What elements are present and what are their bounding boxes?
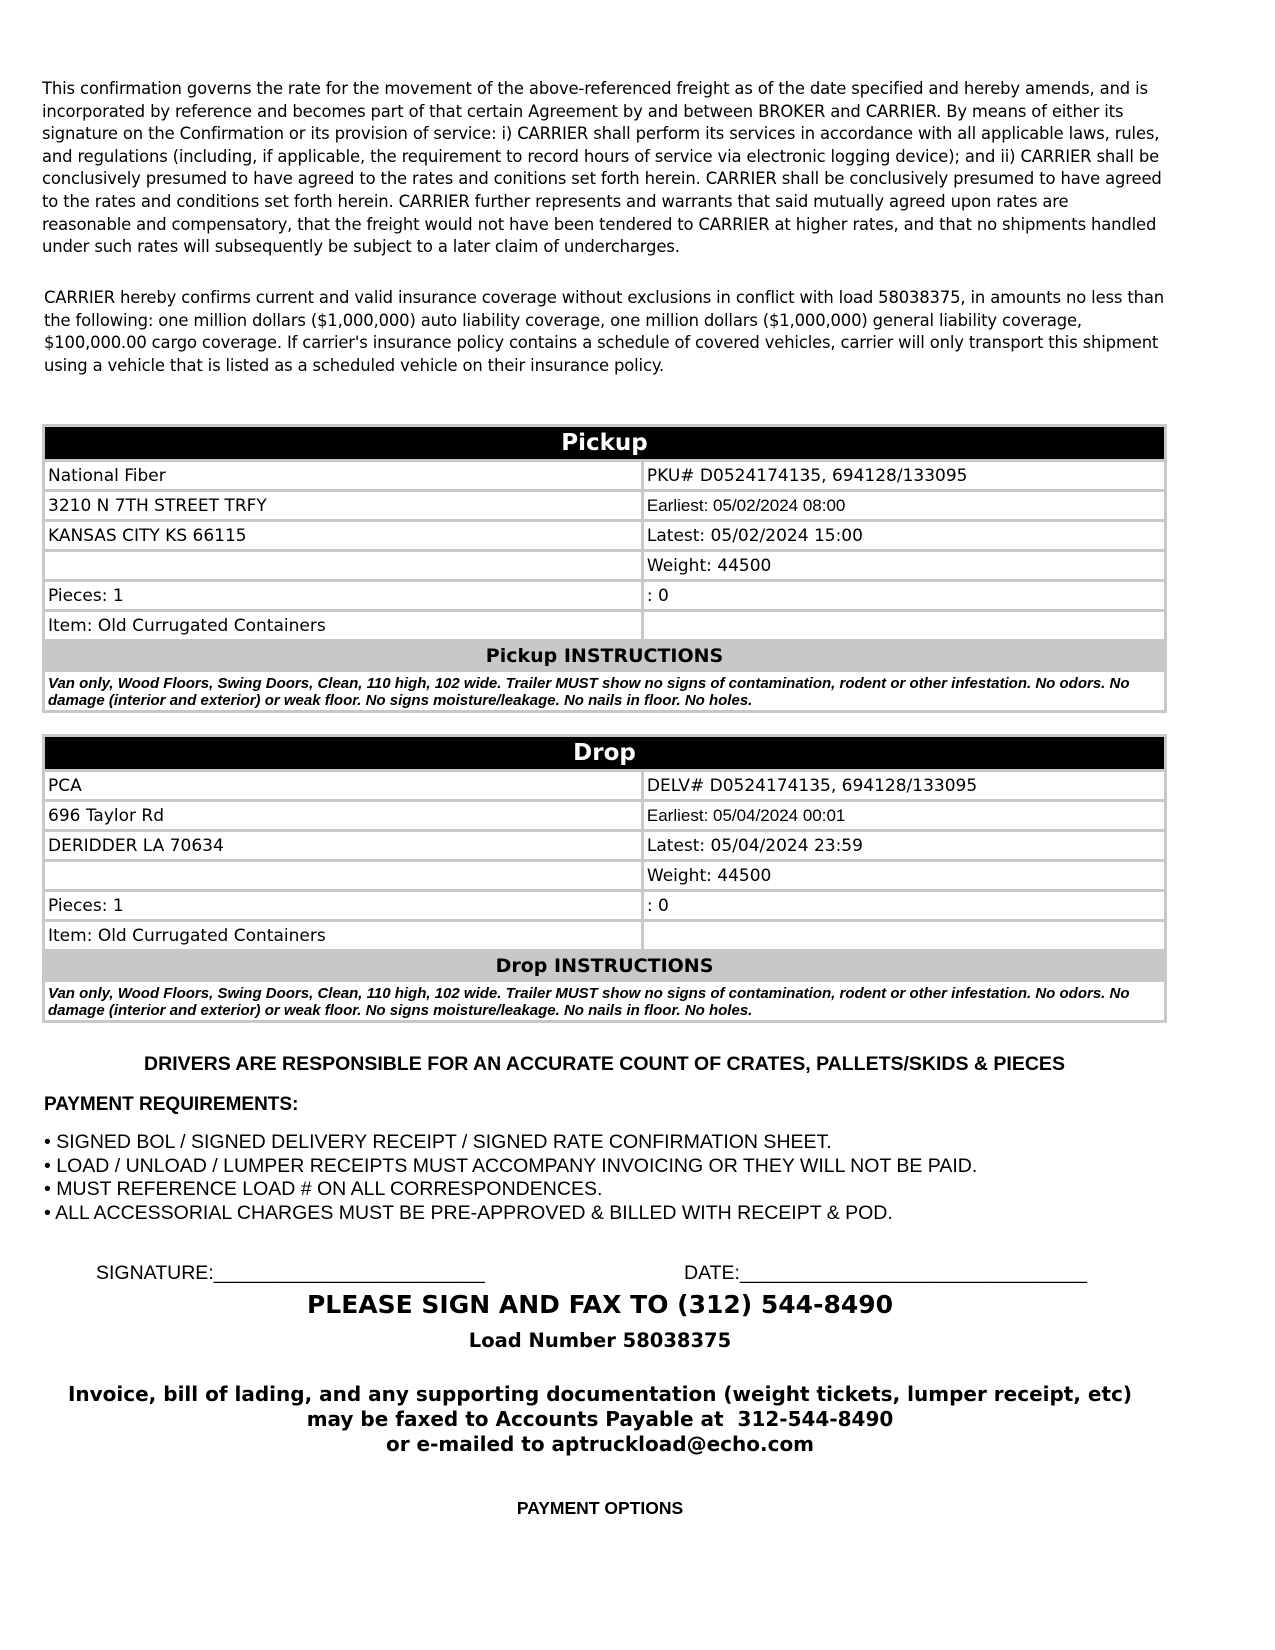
pickup-extra: : 0 bbox=[644, 582, 1164, 609]
pickup-empty-cell-2 bbox=[644, 612, 1164, 639]
drop-pieces: Pieces: 1 bbox=[45, 892, 641, 919]
pickup-ref: PKU# D0524174135, 694128/133095 bbox=[644, 462, 1164, 489]
pickup-table bbox=[42, 424, 1167, 713]
drop-header: Drop bbox=[45, 737, 1164, 769]
drop-item: Item: Old Currugated Containers bbox=[45, 922, 641, 949]
drop-empty-cell-2 bbox=[644, 922, 1164, 949]
invoice-instructions bbox=[0, 1382, 1200, 1457]
pickup-instructions-header: Pickup INSTRUCTIONS bbox=[45, 642, 1164, 669]
fax-notice: PLEASE SIGN AND FAX TO (312) 544-8490 bbox=[306, 1290, 894, 1319]
pickup-header: Pickup bbox=[45, 427, 1164, 459]
insurance-paragraph: CARRIER hereby confirms current and valid insurance coverage without exclusions in conflict with load 58038375, in amounts no less than the following: one million dollars ($1,000,000) auto liability coverage, one million dollars ($1,000,000) general liability coverage, $100,000.00 cargo coverage. If carrier's insurance policy contains a schedule of covered vehicles, carrier will only transport this shipment using a vehicle that is listed as a scheduled vehicle on their insurance policy. bbox=[44, 288, 1165, 375]
drop-extra: : 0 bbox=[644, 892, 1164, 919]
drop-table bbox=[42, 734, 1167, 1023]
drop-ref: DELV# D0524174135, 694128/133095 bbox=[644, 772, 1164, 799]
drop-city: DERIDDER LA 70634 bbox=[45, 832, 641, 859]
pickup-earliest: Earliest: 05/02/2024 08:00 bbox=[644, 492, 1164, 519]
invoice-line-3: or e-mailed to aptruckload@echo.com bbox=[385, 1432, 815, 1456]
pickup-name: National Fiber bbox=[45, 462, 641, 489]
pickup-pieces: Pieces: 1 bbox=[45, 582, 641, 609]
pickup-weight: Weight: 44500 bbox=[644, 552, 1164, 579]
payment-requirement-item: • LOAD / UNLOAD / LUMPER RECEIPTS MUST ACCOMPANY INVOICING OR THEY WILL NOT BE PAID. bbox=[44, 1154, 978, 1177]
pickup-instructions: Van only, Wood Floors, Swing Doors, Clean, 110 high, 102 wide. Trailer MUST show no signs of contamination, rodent or other infestation. No odors. No damage (interior and exterior) or weak floor. No signs moisture/leakage. No nails in floor. No holes. bbox=[45, 672, 1164, 710]
drop-name: PCA bbox=[45, 772, 641, 799]
drop-latest: Latest: 05/04/2024 23:59 bbox=[644, 832, 1164, 859]
date-line[interactable]: DATE:________________________________ bbox=[684, 1262, 1088, 1284]
pickup-item: Item: Old Currugated Containers bbox=[45, 612, 641, 639]
drop-instructions: Van only, Wood Floors, Swing Doors, Clean, 110 high, 102 wide. Trailer MUST show no signs of contamination, rodent or other infestation. No odors. No damage (interior and exterior) or weak floor. No signs moisture/leakage. No nails in floor. No holes. bbox=[45, 982, 1164, 1020]
payment-requirement-item: • MUST REFERENCE LOAD # ON ALL CORRESPONDENCES. bbox=[44, 1178, 603, 1200]
drop-address: 696 Taylor Rd bbox=[45, 802, 641, 829]
drivers-notice: DRIVERS ARE RESPONSIBLE FOR AN ACCURATE COUNT OF CRATES, PALLETS/SKIDS & PIECES bbox=[144, 1053, 1065, 1075]
invoice-line-2: may be faxed to Accounts Payable at 312-544-8490 bbox=[306, 1407, 894, 1431]
drop-weight: Weight: 44500 bbox=[644, 862, 1164, 889]
terms-paragraph: This confirmation governs the rate for the movement of the above-referenced freight as of the date specified and hereby amends, and is incorporated by reference and becomes part of that certain Agreement by and between BROKER and CARRIER. By means of either its signature on the Confirmation or its provision of service: i) CARRIER shall perform its services in accordance with all applicable laws, rules, and regulations (including, if applicable, the requirement to record hours of service via electronic logging device); and ii) CARRIER shall be conclusively presumed to have agreed to the rates and conitions set forth herein. CARRIER shall be conclusively presumed to have agreed to the rates and conditions set forth herein. CARRIER further represents and warrants that said mutually agreed upon rates are reasonable and compensatory, that the freight would not have been tendered to CARRIER at higher rates, and that no shipments handled under such rates will subsequently be subject to a later claim of undercharges. bbox=[42, 79, 1162, 257]
invoice-line-1: Invoice, bill of lading, and any supporting documentation (weight tickets, lumper receipt, etc) bbox=[67, 1382, 1133, 1406]
payment-options-heading: PAYMENT OPTIONS bbox=[516, 1498, 684, 1518]
pickup-empty-cell bbox=[45, 552, 641, 579]
payment-requirement-item: • ALL ACCESSORIAL CHARGES MUST BE PRE-APPROVED & BILLED WITH RECEIPT & POD. bbox=[44, 1201, 893, 1224]
drop-empty-cell bbox=[45, 862, 641, 889]
payment-requirement-item: • SIGNED BOL / SIGNED DELIVERY RECEIPT / SIGNED RATE CONFIRMATION SHEET. bbox=[44, 1131, 832, 1153]
drop-instructions-header: Drop INSTRUCTIONS bbox=[45, 952, 1164, 979]
payment-requirements-header: PAYMENT REQUIREMENTS: bbox=[44, 1094, 299, 1115]
drop-earliest: Earliest: 05/04/2024 00:01 bbox=[644, 802, 1164, 829]
pickup-latest: Latest: 05/02/2024 15:00 bbox=[644, 522, 1164, 549]
pickup-address: 3210 N 7TH STREET TRFY bbox=[45, 492, 641, 519]
signature-line[interactable]: SIGNATURE:_________________________ bbox=[96, 1262, 485, 1284]
load-number: Load Number 58038375 bbox=[468, 1329, 732, 1352]
pickup-city: KANSAS CITY KS 66115 bbox=[45, 522, 641, 549]
payment-requirements-list bbox=[44, 1131, 977, 1225]
